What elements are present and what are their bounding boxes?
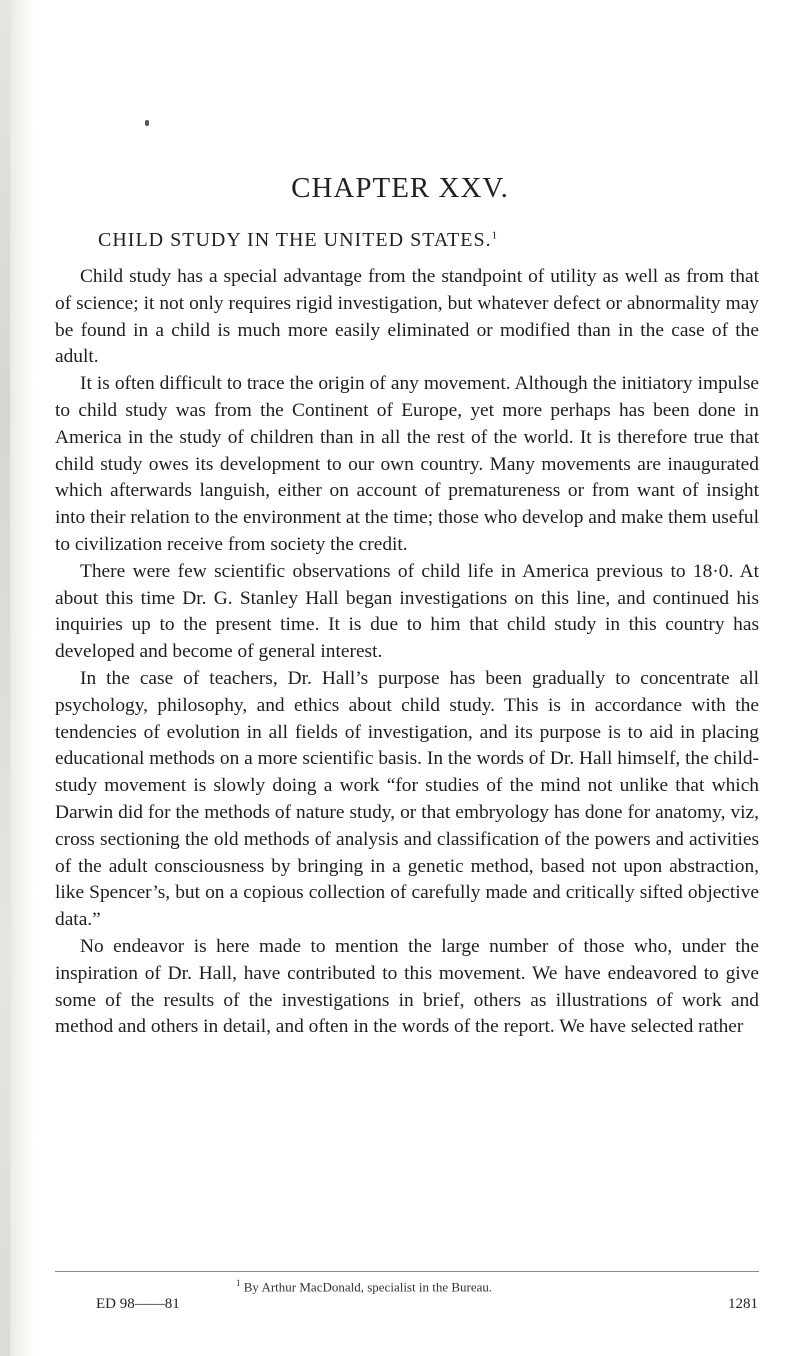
paragraph: In the case of teachers, Dr. Hall’s purpose has been gradually to concentrate all psychology, philosophy, and ethics about child study. This is in accordance with the tendencies of evolution in all fields of investigation, and its purpose is to aid in placing educational methods on a more scientific basis. In the words of Dr. Hall himself, the child-study movement is slowly doing a work “for studies of the mind not unlike that which Darwin did for the methods of nature study, or that embryology has done for anatomy, viz, cross sectioning the old methods of analysis and classification of the powers and activities of the adult consciousness by bringing in a genetic method, based not upon abstraction, like Spencer’s, but on a copious collection of carefully made and critically sifted objective data.” — [55, 667, 759, 931]
footnote-divider — [55, 1271, 759, 1272]
chapter-title: CHAPTER XXV. — [291, 172, 509, 204]
signature-mark: ED 98——81 — [96, 1296, 180, 1312]
section-title — [98, 229, 498, 252]
paragraph: It is often difficult to trace the origin of any movement. Although the initiatory impulse to child study was from the Continent of Europe, yet more perhaps has been done in America in the study of children than in all the rest of the world. It is therefore true that child study owes its development to our own country. Many movements are inaugurated which afterwards languish, either on account of prematureness or from want of insight into their relation to the environment at the time; those who develop and make them useful to civilization receive from society the credit. — [55, 373, 759, 555]
footnote-marker: 1 — [236, 1278, 241, 1288]
printer-mark — [145, 120, 149, 126]
paragraph: There were few scientific observations of child life in America previous to 18·0. At about this time Dr. G. Stanley Hall began investigations on this line, and continued his inquiries up to the present time. It is due to him that child study in this country has developed and become of general interest. — [55, 560, 759, 663]
page-number: 1281 — [728, 1296, 758, 1312]
section-title-text: CHILD STUDY IN THE UNITED STATES. — [98, 229, 492, 251]
section-footnote-marker: 1 — [491, 229, 499, 242]
paragraph: Child study has a special advantage from the standpoint of utility as well as from that of science; it not only requires rigid investigation, but whatever defect or abnormality may be found in a child is much more easily eliminated or modified than in the case of the adult. — [55, 266, 759, 368]
footnote-text: By Arthur MacDonald, specialist in the Bureau. — [243, 1279, 493, 1295]
footnote — [236, 1278, 492, 1295]
paragraph: No endeavor is here made to mention the large number of those who, under the inspiration of Dr. Hall, have contributed to this movement. We have endeavored to give some of the results of the investigations in brief, others as illustrations of work and method and others in detail, and often in the words of the report. We have selected rather — [55, 935, 759, 1038]
body-text — [55, 264, 759, 1041]
